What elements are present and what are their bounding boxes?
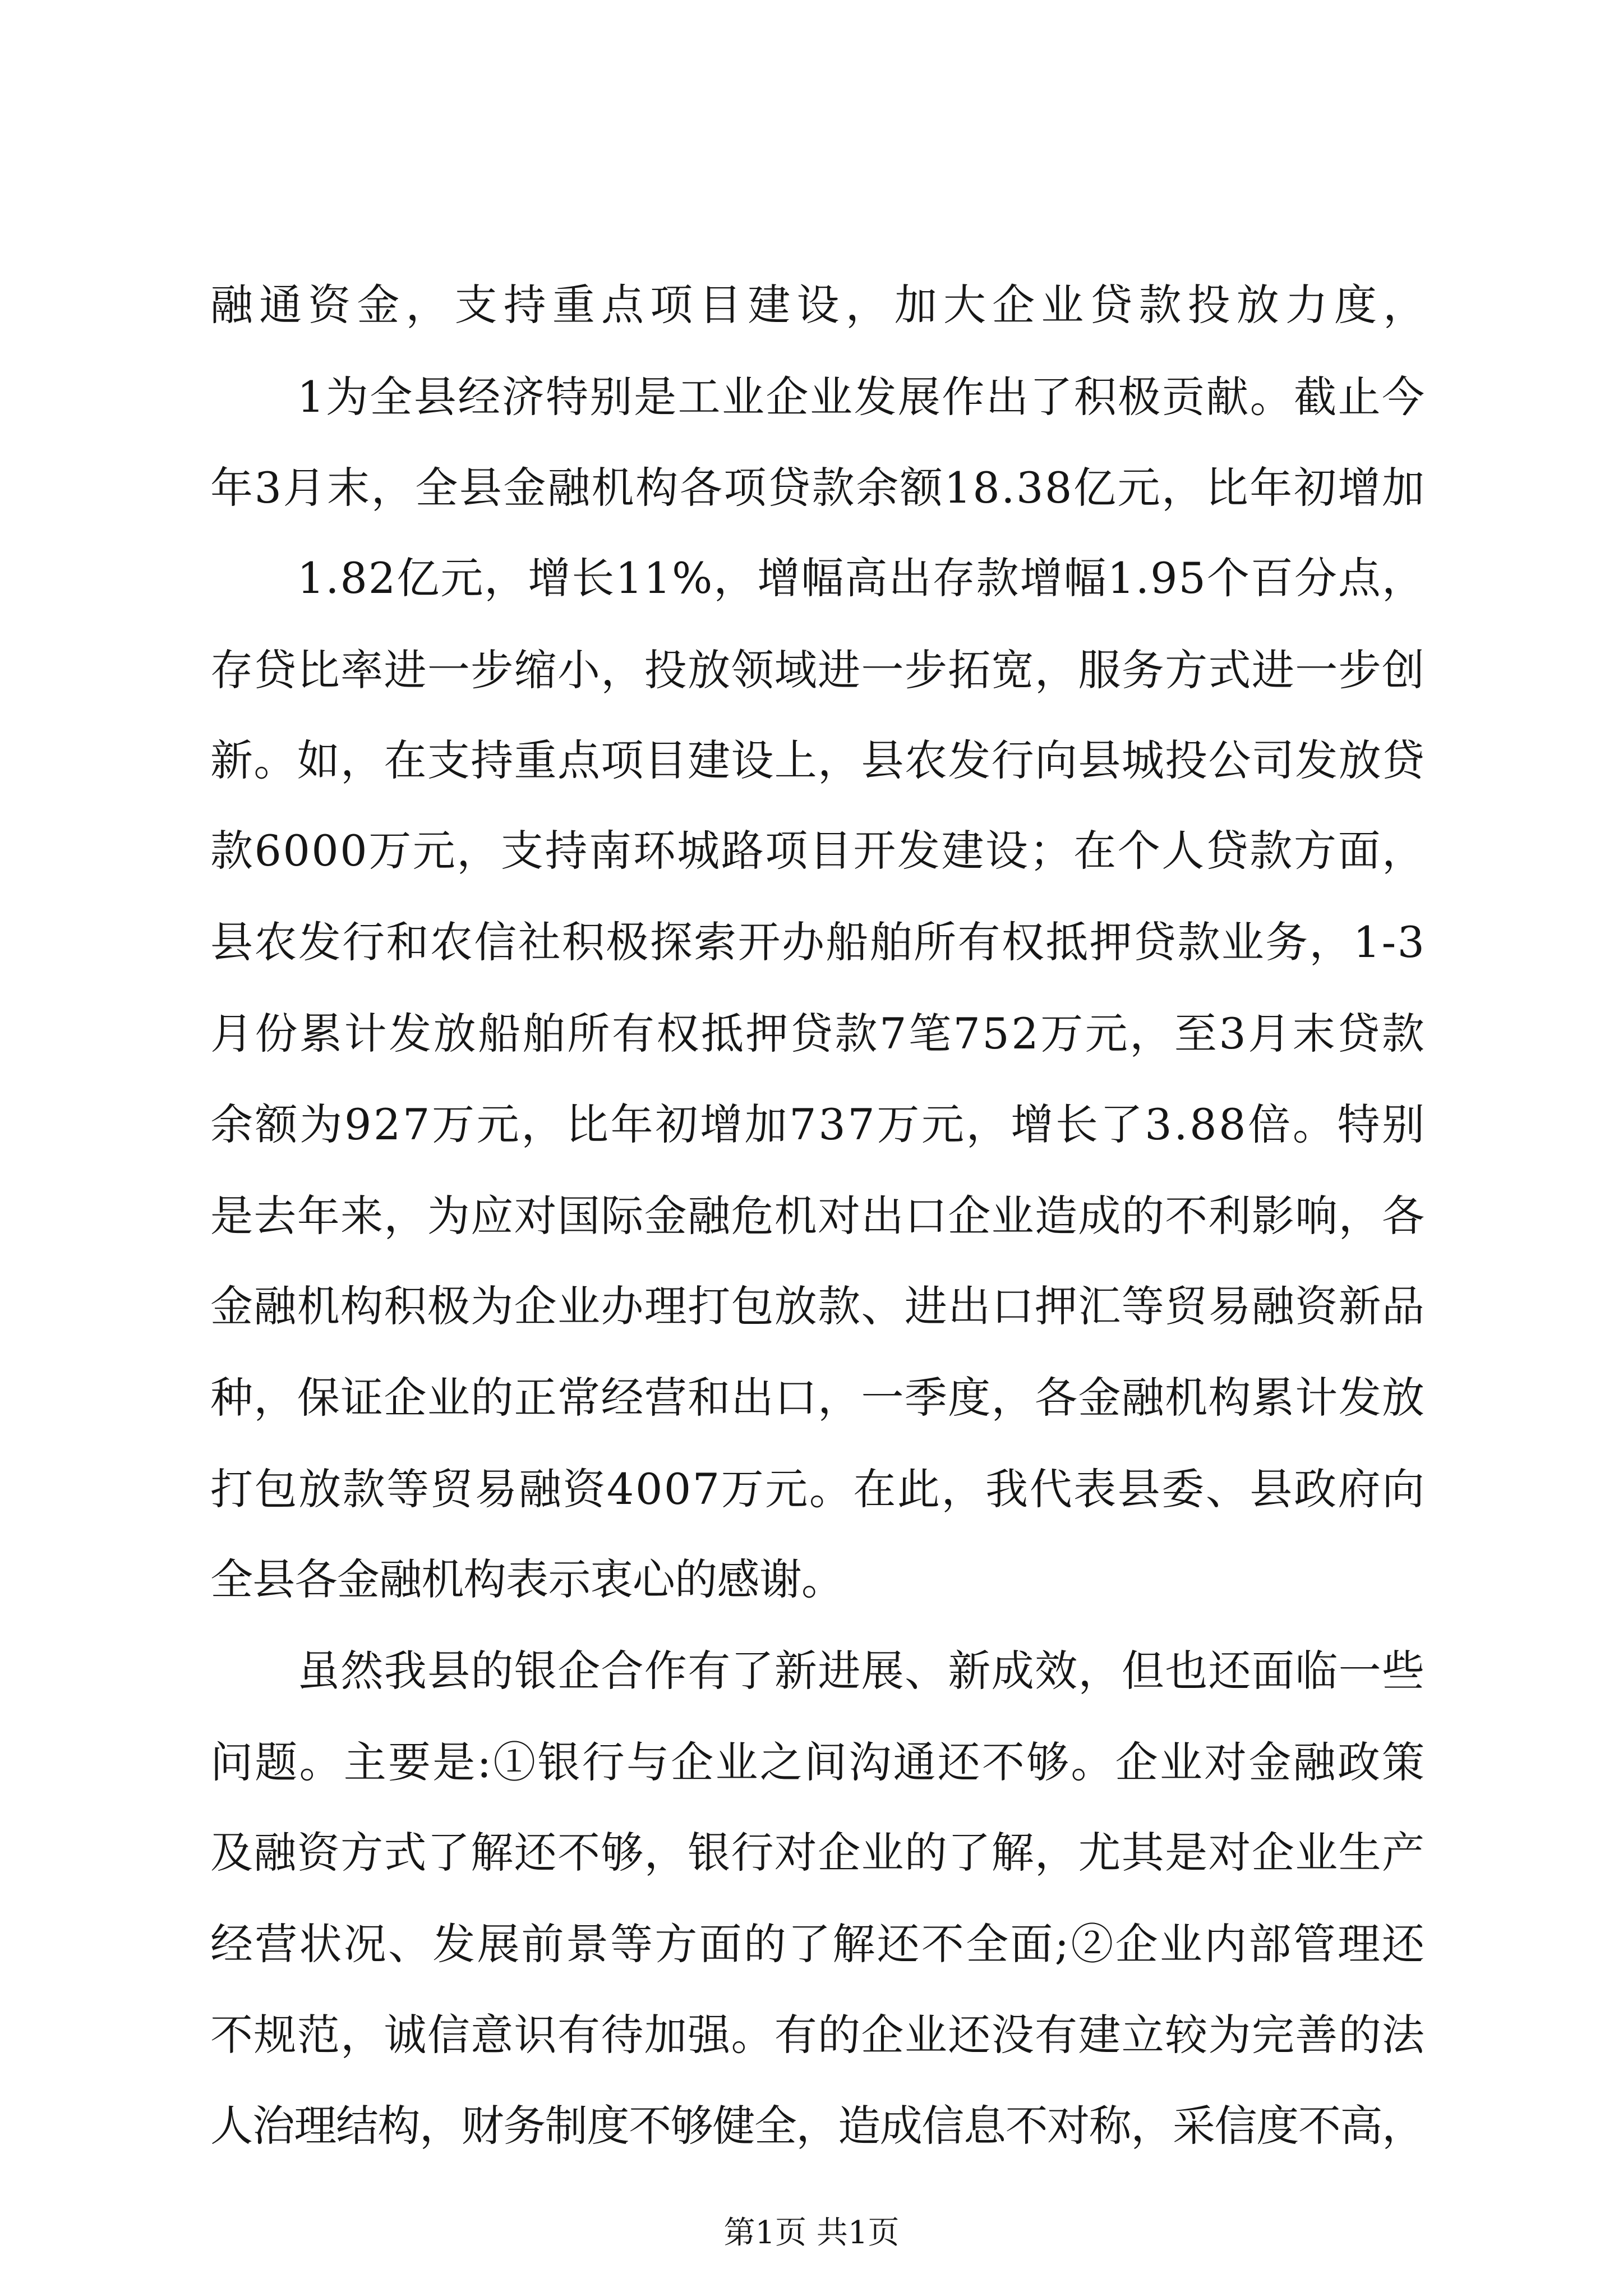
text-line: 1为全县经济特别是工业企业发展作出了积极贡献。截止今 (297, 372, 1426, 422)
text-line: 余额为927万元，比年初增加737万元，增长了3.88倍。特别 (210, 1099, 1427, 1149)
text-line: 1.82亿元，增长11%，增幅高出存款增幅1.95个百分点， (297, 553, 1426, 603)
text-line: 经营状况、发展前景等方面的了解还不全面;②企业内部管理还 (210, 1919, 1427, 1969)
text-line: 存贷比率进一步缩小，投放领域进一步拓宽，服务方式进一步创 (210, 645, 1426, 695)
text-line: 年3月末，全县金融机构各项贷款余额18.38亿元，比年初增加 (210, 463, 1426, 513)
text-line: 县农发行和农信社积极探索开办船舶所有权抵押贷款业务，1-3 (210, 917, 1426, 967)
text-line: 金融机构积极为企业办理打包放款、进出口押汇等贸易融资新品 (210, 1281, 1426, 1331)
text-line: 种，保证企业的正常经营和出口，一季度，各金融机构累计发放 (210, 1373, 1426, 1423)
text-line: 打包放款等贸易融资4007万元。在此，我代表县委、县政府向 (210, 1464, 1426, 1514)
text-line: 不规范，诚信意识有待加强。有的企业还没有建立较为完善的法 (210, 2010, 1426, 2060)
text-line: 款6000万元，支持南环城路项目开发建设；在个人贷款方面， (210, 826, 1426, 876)
text-line: 人治理结构，财务制度不够健全，造成信息不对称，采信度不高， (210, 2101, 1424, 2151)
text-line: 新。如，在支持重点项目建设上，县农发行向县城投公司发放贷 (210, 735, 1426, 785)
text-line: 虽然我县的银企合作有了新进展、新成效，但也还面临一些 (297, 1646, 1426, 1696)
text-line: 月份累计发放船舶所有权抵押贷款7笔752万元，至3月末贷款 (210, 1009, 1427, 1059)
text-line: 全县各金融机构表示衷心的感谢。 (210, 1554, 844, 1604)
text-line: 及融资方式了解还不够，银行对企业的了解，尤其是对企业生产 (210, 1828, 1426, 1878)
text-line: 融通资金，支持重点项目建设，加大企业贷款投放力度， (210, 280, 1432, 330)
text-line: 是去年来，为应对国际金融危机对出口企业造成的不利影响，各 (210, 1191, 1426, 1241)
page-footer: 第1页 共1页 (723, 2215, 900, 2251)
text-line: 问题。主要是:①银行与企业之间沟通还不够。企业对金融政策 (210, 1737, 1427, 1787)
